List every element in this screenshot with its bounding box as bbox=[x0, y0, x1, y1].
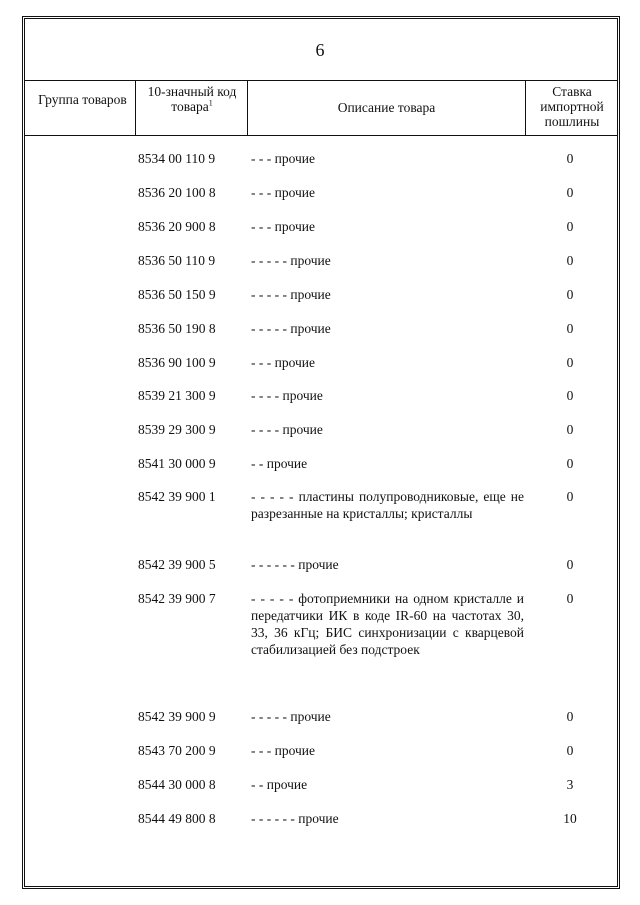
commodity-code: 8544 30 000 8 bbox=[138, 777, 216, 792]
duty-rate: 0 bbox=[566, 456, 574, 471]
header-group: Группа товаров bbox=[38, 92, 127, 107]
description-text: прочие bbox=[290, 709, 331, 724]
commodity-description bbox=[251, 218, 524, 235]
commodity-code: 8539 29 300 9 bbox=[138, 422, 216, 437]
commodity-code: 8536 20 100 8 bbox=[138, 185, 216, 200]
footnote-mark: 1 bbox=[208, 98, 213, 108]
indent-dashes: - - - - - bbox=[251, 709, 291, 724]
description-text: прочие bbox=[298, 557, 339, 572]
indent-dashes: - - - - - bbox=[251, 287, 291, 302]
duty-rate: 0 bbox=[566, 489, 574, 504]
indent-dashes: - - bbox=[251, 456, 267, 471]
indent-dashes: - - - bbox=[251, 355, 275, 370]
description-text: пластины полупроводниковые, еще не разрезанные на кристаллы; кристаллы bbox=[251, 489, 524, 521]
duty-rate: 0 bbox=[566, 287, 574, 302]
indent-dashes: - - - - bbox=[251, 422, 283, 437]
duty-rate: 0 bbox=[566, 219, 574, 234]
commodity-description bbox=[251, 488, 524, 522]
commodity-code: 8544 49 800 8 bbox=[138, 811, 216, 826]
header-code bbox=[137, 84, 247, 114]
description-text: фотоприемники на одном кристалле и передатчики ИК в коде IR-60 на частотах 30, 33, 36 кГц; БИС синхронизации с кварцевой стабилизацией без подстроек bbox=[251, 591, 524, 657]
indent-dashes: - - - - - bbox=[251, 321, 291, 336]
duty-rate: 0 bbox=[566, 422, 574, 437]
indent-dashes: - - - bbox=[251, 219, 275, 234]
commodity-description bbox=[251, 252, 524, 269]
indent-dashes: - - - - - bbox=[251, 489, 299, 504]
column-divider bbox=[525, 80, 526, 135]
duty-rate: 3 bbox=[566, 777, 574, 792]
commodity-code: 8536 50 110 9 bbox=[138, 253, 216, 268]
description-text: прочие bbox=[266, 456, 308, 471]
commodity-code: 8539 21 300 9 bbox=[138, 388, 216, 403]
duty-rate: 0 bbox=[566, 388, 574, 403]
commodity-description bbox=[251, 742, 524, 759]
commodity-code: 8536 90 100 9 bbox=[138, 355, 216, 370]
indent-dashes: - - - - - bbox=[251, 253, 291, 268]
duty-rate: 0 bbox=[566, 709, 574, 724]
description-text: прочие bbox=[274, 219, 316, 234]
commodity-description bbox=[251, 708, 524, 725]
duty-rate: 0 bbox=[566, 185, 574, 200]
indent-dashes: - - - bbox=[251, 743, 275, 758]
description-text: прочие bbox=[274, 185, 316, 200]
indent-dashes: - - - bbox=[251, 185, 275, 200]
indent-dashes: - - - - - bbox=[251, 591, 299, 606]
header-description: Описание товара bbox=[337, 100, 436, 115]
commodity-code: 8542 39 900 7 bbox=[138, 591, 216, 606]
commodity-description bbox=[251, 184, 524, 201]
description-text: прочие bbox=[282, 422, 323, 437]
commodity-code: 8534 00 110 9 bbox=[138, 151, 216, 166]
duty-rate: 0 bbox=[566, 253, 574, 268]
indent-dashes: - - - - - - bbox=[251, 811, 299, 826]
duty-rate: 0 bbox=[566, 321, 574, 336]
commodity-description bbox=[251, 354, 524, 371]
commodity-description bbox=[251, 387, 524, 404]
indent-dashes: - - bbox=[251, 777, 267, 792]
header-rate: Ставка импортной пошлины bbox=[540, 84, 604, 129]
column-divider bbox=[135, 80, 136, 135]
commodity-code: 8536 50 150 9 bbox=[138, 287, 216, 302]
page-number: 6 bbox=[315, 40, 325, 60]
commodity-code: 8541 30 000 9 bbox=[138, 456, 216, 471]
commodity-description bbox=[251, 320, 524, 337]
indent-dashes: - - - bbox=[251, 151, 275, 166]
indent-dashes: - - - - bbox=[251, 388, 283, 403]
indent-dashes: - - - - - - bbox=[251, 557, 299, 572]
commodity-code: 8542 39 900 5 bbox=[138, 557, 216, 572]
commodity-code: 8542 39 900 1 bbox=[138, 489, 216, 504]
description-text: прочие bbox=[298, 811, 339, 826]
description-text: прочие bbox=[290, 253, 331, 268]
commodity-description bbox=[251, 150, 524, 167]
header-code-label: 10-значный код товара bbox=[147, 84, 237, 114]
duty-rate: 0 bbox=[566, 355, 574, 370]
duty-rate: 0 bbox=[566, 591, 574, 606]
commodity-description bbox=[251, 455, 524, 472]
commodity-description bbox=[251, 590, 524, 658]
commodity-code: 8536 50 190 8 bbox=[138, 321, 216, 336]
description-text: прочие bbox=[290, 287, 331, 302]
commodity-description bbox=[251, 556, 524, 573]
description-text: прочие bbox=[274, 355, 316, 370]
duty-rate: 0 bbox=[566, 743, 574, 758]
commodity-description bbox=[251, 810, 524, 827]
commodity-code: 8536 20 900 8 bbox=[138, 219, 216, 234]
commodity-description bbox=[251, 421, 524, 438]
commodity-description bbox=[251, 286, 524, 303]
commodity-description bbox=[251, 776, 524, 793]
duty-rate: 10 bbox=[563, 811, 577, 826]
description-text: прочие bbox=[274, 743, 316, 758]
description-text: прочие bbox=[282, 388, 323, 403]
description-text: прочие bbox=[266, 777, 308, 792]
table-header-top-rule bbox=[24, 80, 618, 81]
table-header-bottom-rule bbox=[24, 135, 618, 136]
description-text: прочие bbox=[290, 321, 331, 336]
duty-rate: 0 bbox=[566, 151, 574, 166]
description-text: прочие bbox=[274, 151, 316, 166]
commodity-code: 8543 70 200 9 bbox=[138, 743, 216, 758]
commodity-code: 8542 39 900 9 bbox=[138, 709, 216, 724]
duty-rate: 0 bbox=[566, 557, 574, 572]
